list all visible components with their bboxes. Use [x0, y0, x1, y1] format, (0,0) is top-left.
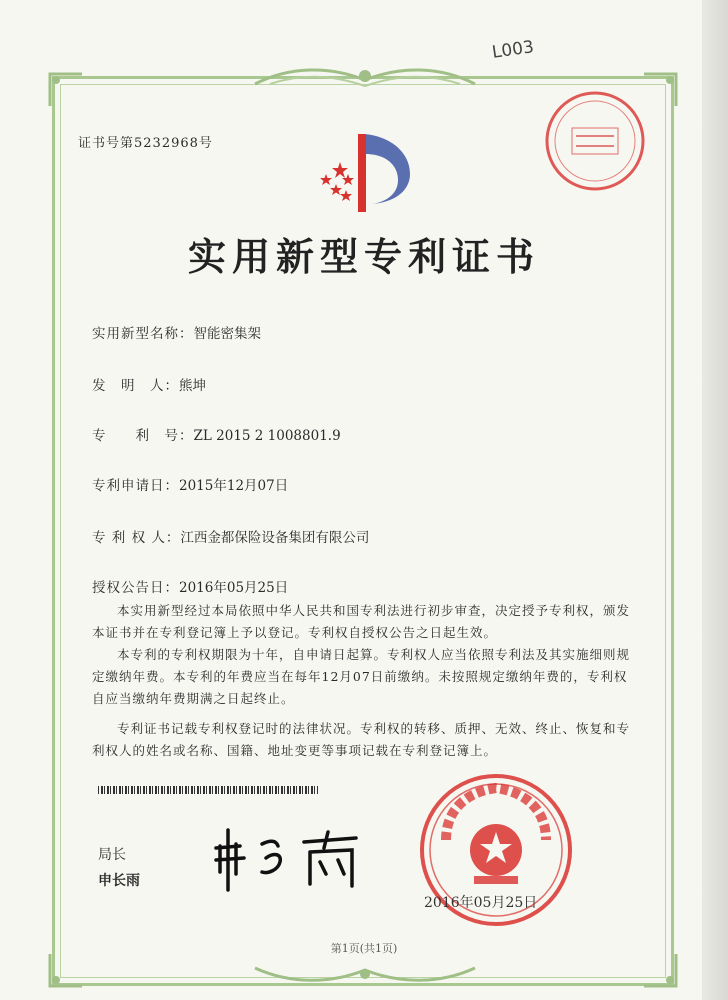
star-icon	[330, 184, 342, 195]
field-value: 2015年12月07日	[179, 478, 289, 494]
field-grant-date	[92, 576, 288, 596]
body-paragraph: 本实用新型经过本局依照中华人民共和国专利法进行初步审查，决定授予专利权，颁发本证书并在专利登记簿上予以登记。专利权自授权公告之日起生效。	[92, 603, 631, 640]
field-label: 实用新型名称：	[92, 326, 194, 342]
star-icon	[332, 162, 348, 178]
field-label: 专 利 权 人：	[92, 530, 181, 546]
corner-ornament-bl	[46, 950, 86, 990]
patent-office-logo	[306, 124, 416, 214]
field-label: 专利申请日：	[92, 478, 179, 494]
body-paragraph: 本专利的专利权期限为十年，自申请日起算。专利权人应当依照专利法及其实施细则规定缴纳年费。本专利的年费应当在每年12月07日前缴纳。未按照规定缴纳年费的，专利权自应当缴纳年费期满之日起终止。	[92, 647, 631, 706]
signature-name: 申长雨	[98, 873, 140, 889]
star-icon	[320, 174, 332, 185]
field-value: ZL 2015 2 1008801.9	[193, 428, 341, 444]
field-inventor	[92, 374, 206, 394]
field-label: 专 利 号：	[92, 428, 194, 444]
field-label: 授权公告日：	[92, 580, 179, 596]
top-ornament	[250, 62, 480, 92]
field-patent-number	[92, 424, 341, 444]
handwritten-signature	[206, 818, 376, 898]
field-utility-model-name	[92, 322, 261, 342]
scan-edge	[702, 0, 728, 1000]
field-label: 发 明 人：	[92, 378, 179, 394]
field-value: 2016年05月25日	[179, 580, 289, 596]
field-value: 智能密集架	[193, 326, 261, 342]
issue-date: 2016年05月25日	[424, 895, 538, 911]
corner-ornament-tl	[46, 70, 86, 110]
certificate-body	[92, 600, 640, 762]
signature-title: 局长	[98, 847, 126, 863]
tax-seal	[540, 86, 650, 196]
handwritten-note: L003	[490, 37, 536, 63]
certificate-number: 证书号第5232968号	[78, 136, 213, 151]
field-application-date	[92, 474, 288, 494]
corner-ornament-br	[640, 950, 680, 990]
barcode	[98, 786, 318, 794]
page-number: 第1页(共1页)	[330, 942, 398, 955]
star-icon	[340, 190, 352, 201]
bottom-ornament	[250, 962, 480, 986]
field-value: 熊坤	[179, 378, 206, 394]
field-patentee	[92, 526, 369, 546]
certificate-title: 实用新型专利证书	[187, 234, 540, 279]
body-paragraph: 专利证书记载专利权登记时的法律状况。专利权的转移、质押、无效、终止、恢复和专利权人的姓名或名称、国籍、地址变更等事项记载在专利登记簿上。	[92, 721, 631, 758]
field-value: 江西金都保险设备集团有限公司	[180, 530, 370, 546]
